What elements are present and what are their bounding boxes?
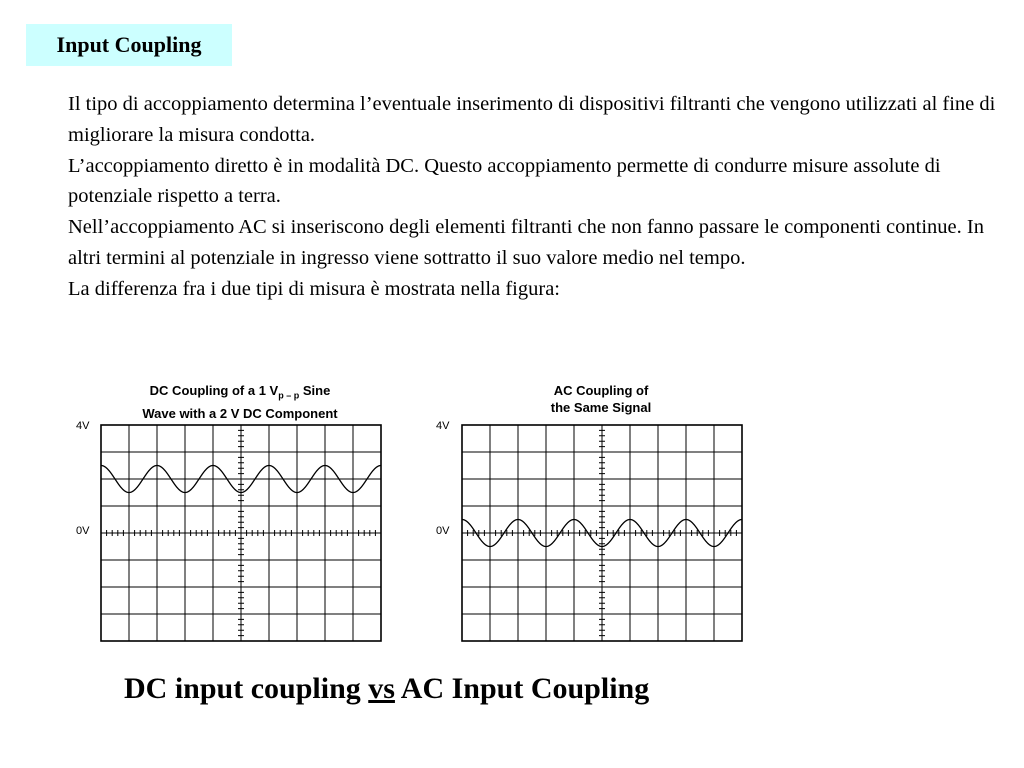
slide-title: Input Coupling: [26, 24, 232, 66]
paragraph-3: Nell’accoppiamento AC si inseriscono degli elementi filtranti che non fanno passare le componenti continue. In altri termini al potenziale in ingresso viene sottratto il suo valore medio nel tempo.: [68, 216, 984, 269]
footer-post: AC Input Coupling: [394, 672, 650, 705]
paragraph-2: L’accoppiamento diretto è in modalità DC. Questo accoppiamento permette di condurre misure assolute di potenziale rispetto a terra.: [68, 154, 941, 208]
dc-caption-line1-post: Sine: [299, 383, 331, 398]
ac-label-zero: 0V: [436, 525, 450, 537]
dc-label-top: 4V: [76, 420, 90, 432]
dc-caption-line2: Wave with a 2 V DC Component: [142, 405, 338, 421]
ac-caption-line2: the Same Signal: [550, 400, 652, 415]
body-text: [68, 89, 998, 305]
ac-caption-line1: AC Coupling of: [553, 383, 649, 398]
dc-figure-caption: [100, 382, 380, 422]
ac-figure-caption: [461, 382, 741, 416]
footer-pre: DC input coupling: [124, 672, 369, 705]
dc-label-zero: 0V: [76, 525, 90, 537]
figure-footer-caption: [124, 672, 649, 706]
ac-label-top: 4V: [436, 420, 450, 432]
footer-vs: vs: [368, 672, 395, 705]
dc-oscilloscope-screen: [100, 424, 382, 642]
paragraph-1: Il tipo di accoppiamento determina l’eventuale inserimento di dispositivi filtranti che vengono utilizzati al fine di migliorare la misura condotta.: [68, 93, 996, 146]
dc-caption-line1-pre: DC Coupling of a 1 V: [149, 383, 279, 398]
ac-oscilloscope-screen: [461, 424, 743, 642]
dc-caption-sub: p – p: [278, 390, 300, 401]
paragraph-4: La differenza fra i due tipi di misura è mostrata nella figura:: [68, 277, 560, 300]
